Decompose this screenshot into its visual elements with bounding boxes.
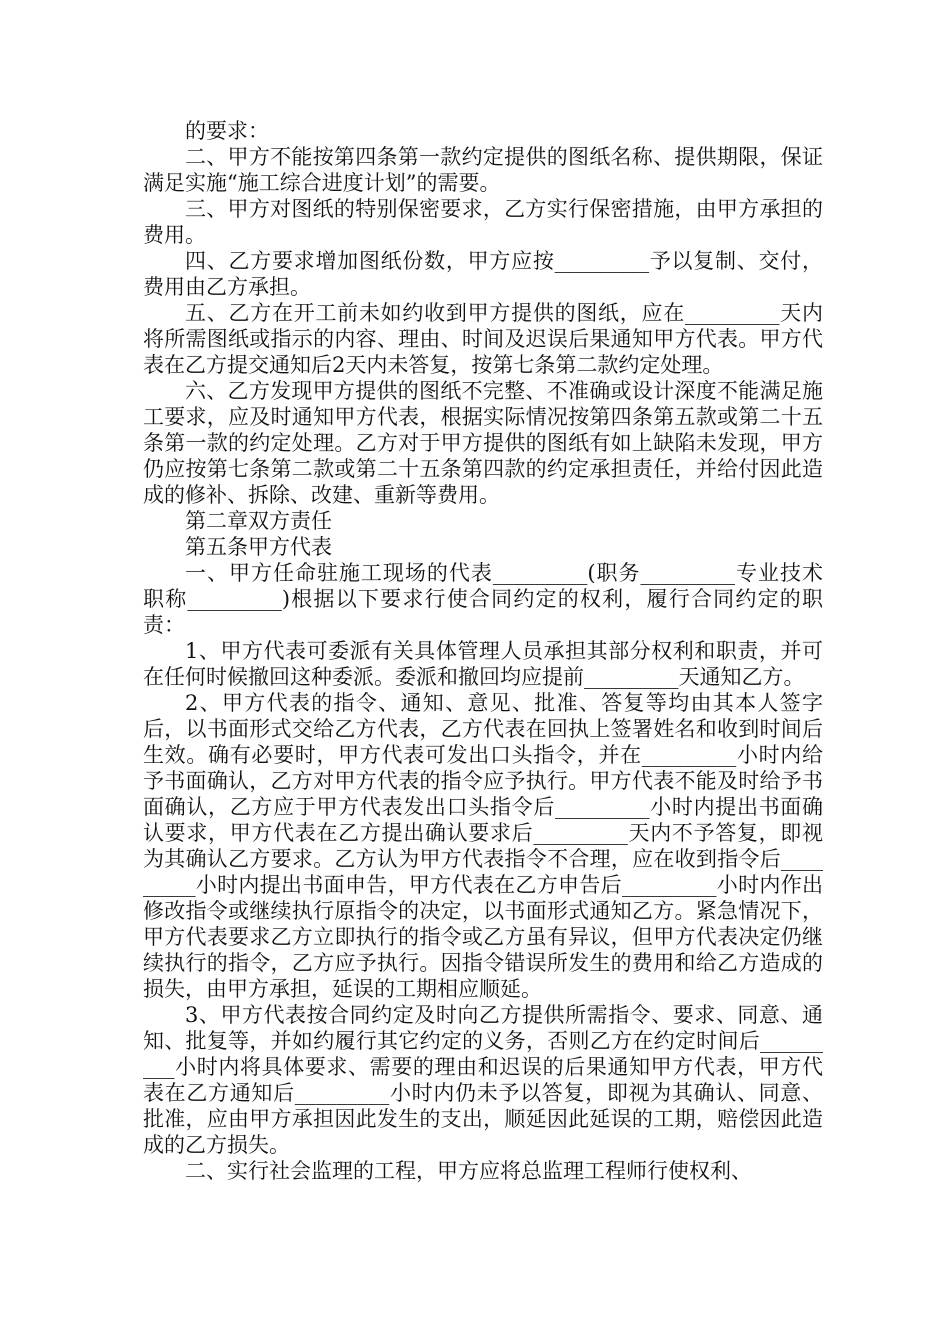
paragraph-3: 四、乙方要求增加图纸份数，甲方应按_________予以复制、交付，费用由乙方承担。 <box>143 249 823 299</box>
paragraph-12: 二、实行社会监理的工程，甲方应将总监理工程师行使权利、 <box>185 1159 752 1183</box>
paragraph-8: 一、甲方任命驻施工现场的代表_________(职务_________专业技术职称_________)根据以下要求行使合同约定的权利，履行合同约定的职责： <box>143 561 823 637</box>
paragraph-1: 二、甲方不能按第四条第一款约定提供的图纸名称、提供期限，保证满足实施“施工综合进度计划”的需要。 <box>143 145 823 195</box>
paragraph-9: 1、甲方代表可委派有关具体管理人员承担其部分权利和职责，并可在任何时候撤回这种委派。委派和撤回均应提前_________天通知乙方。 <box>143 639 823 689</box>
article-heading: 第五条甲方代表 <box>185 535 332 559</box>
paragraph-5: 六、乙方发现甲方提供的图纸不完整、不准确或设计深度不能满足施工要求，应及时通知甲方代表，根据实际情况按第四条第五款或第二十五条第一款的约定处理。乙方对于甲方提供的图纸有如上缺陷未发现，甲方仍应按第七条第二款或第二十五条第四款的约定承担责任，并给付因此造成的修补、拆除、改建、重新等费用。 <box>143 379 823 507</box>
document-body <box>143 118 823 1184</box>
paragraph-4: 五、乙方在开工前未如约收到甲方提供的图纸，应在_________天内将所需图纸或指示的内容、理由、时间及迟误后果通知甲方代表。甲方代表在乙方提交通知后2天内未答复，按第七条第二款约定处理。 <box>143 301 823 377</box>
paragraph-11: 3、甲方代表按合同约定及时向乙方提供所需指令、要求、同意、通知、批复等，并如约履行其它约定的义务，否则乙方在约定时间后_________小时内将具体要求、需要的理由和迟误的后果通知甲方代表，甲方代表在乙方通知后_________小时内仍未予以答复，即视为其确认、同意、批准，应由甲方承担因此发生的支出，顺延因此延误的工期，赔偿因此造成的乙方损失。 <box>143 1003 823 1157</box>
paragraph-0: 的要求： <box>185 119 269 143</box>
paragraph-2: 三、甲方对图纸的特别保密要求，乙方实行保密措施，由甲方承担的费用。 <box>143 197 823 247</box>
paragraph-10: 2、甲方代表的指令、通知、意见、批准、答复等均由其本人签字后，以书面形式交给乙方代表，乙方代表在回执上签署姓名和收到时间后生效。确有必要时，甲方代表可发出口头指令，并在_________小时内给予书面确认，乙方对甲方代表的指令应予执行。甲方代表不能及时给予书面确认，乙方应于甲方代表发出口头指令后_________小时内提出书面确认要求，甲方代表在乙方提出确认要求后_________天内不予答复，即视为其确认乙方要求。乙方认为甲方代表指令不合理，应在收到指令后_________小时内提出书面申告，甲方代表在乙方申告后_________小时内作出修改指令或继续执行原指令的决定，以书面形式通知乙方。紧急情况下，甲方代表要求乙方立即执行的指令或乙方虽有异议，但甲方代表决定仍继续执行的指令，乙方应予执行。因指令错误所发生的费用和给乙方造成的损失，由甲方承担，延误的工期相应顺延。 <box>143 691 823 1001</box>
chapter-heading: 第二章双方责任 <box>185 509 332 533</box>
